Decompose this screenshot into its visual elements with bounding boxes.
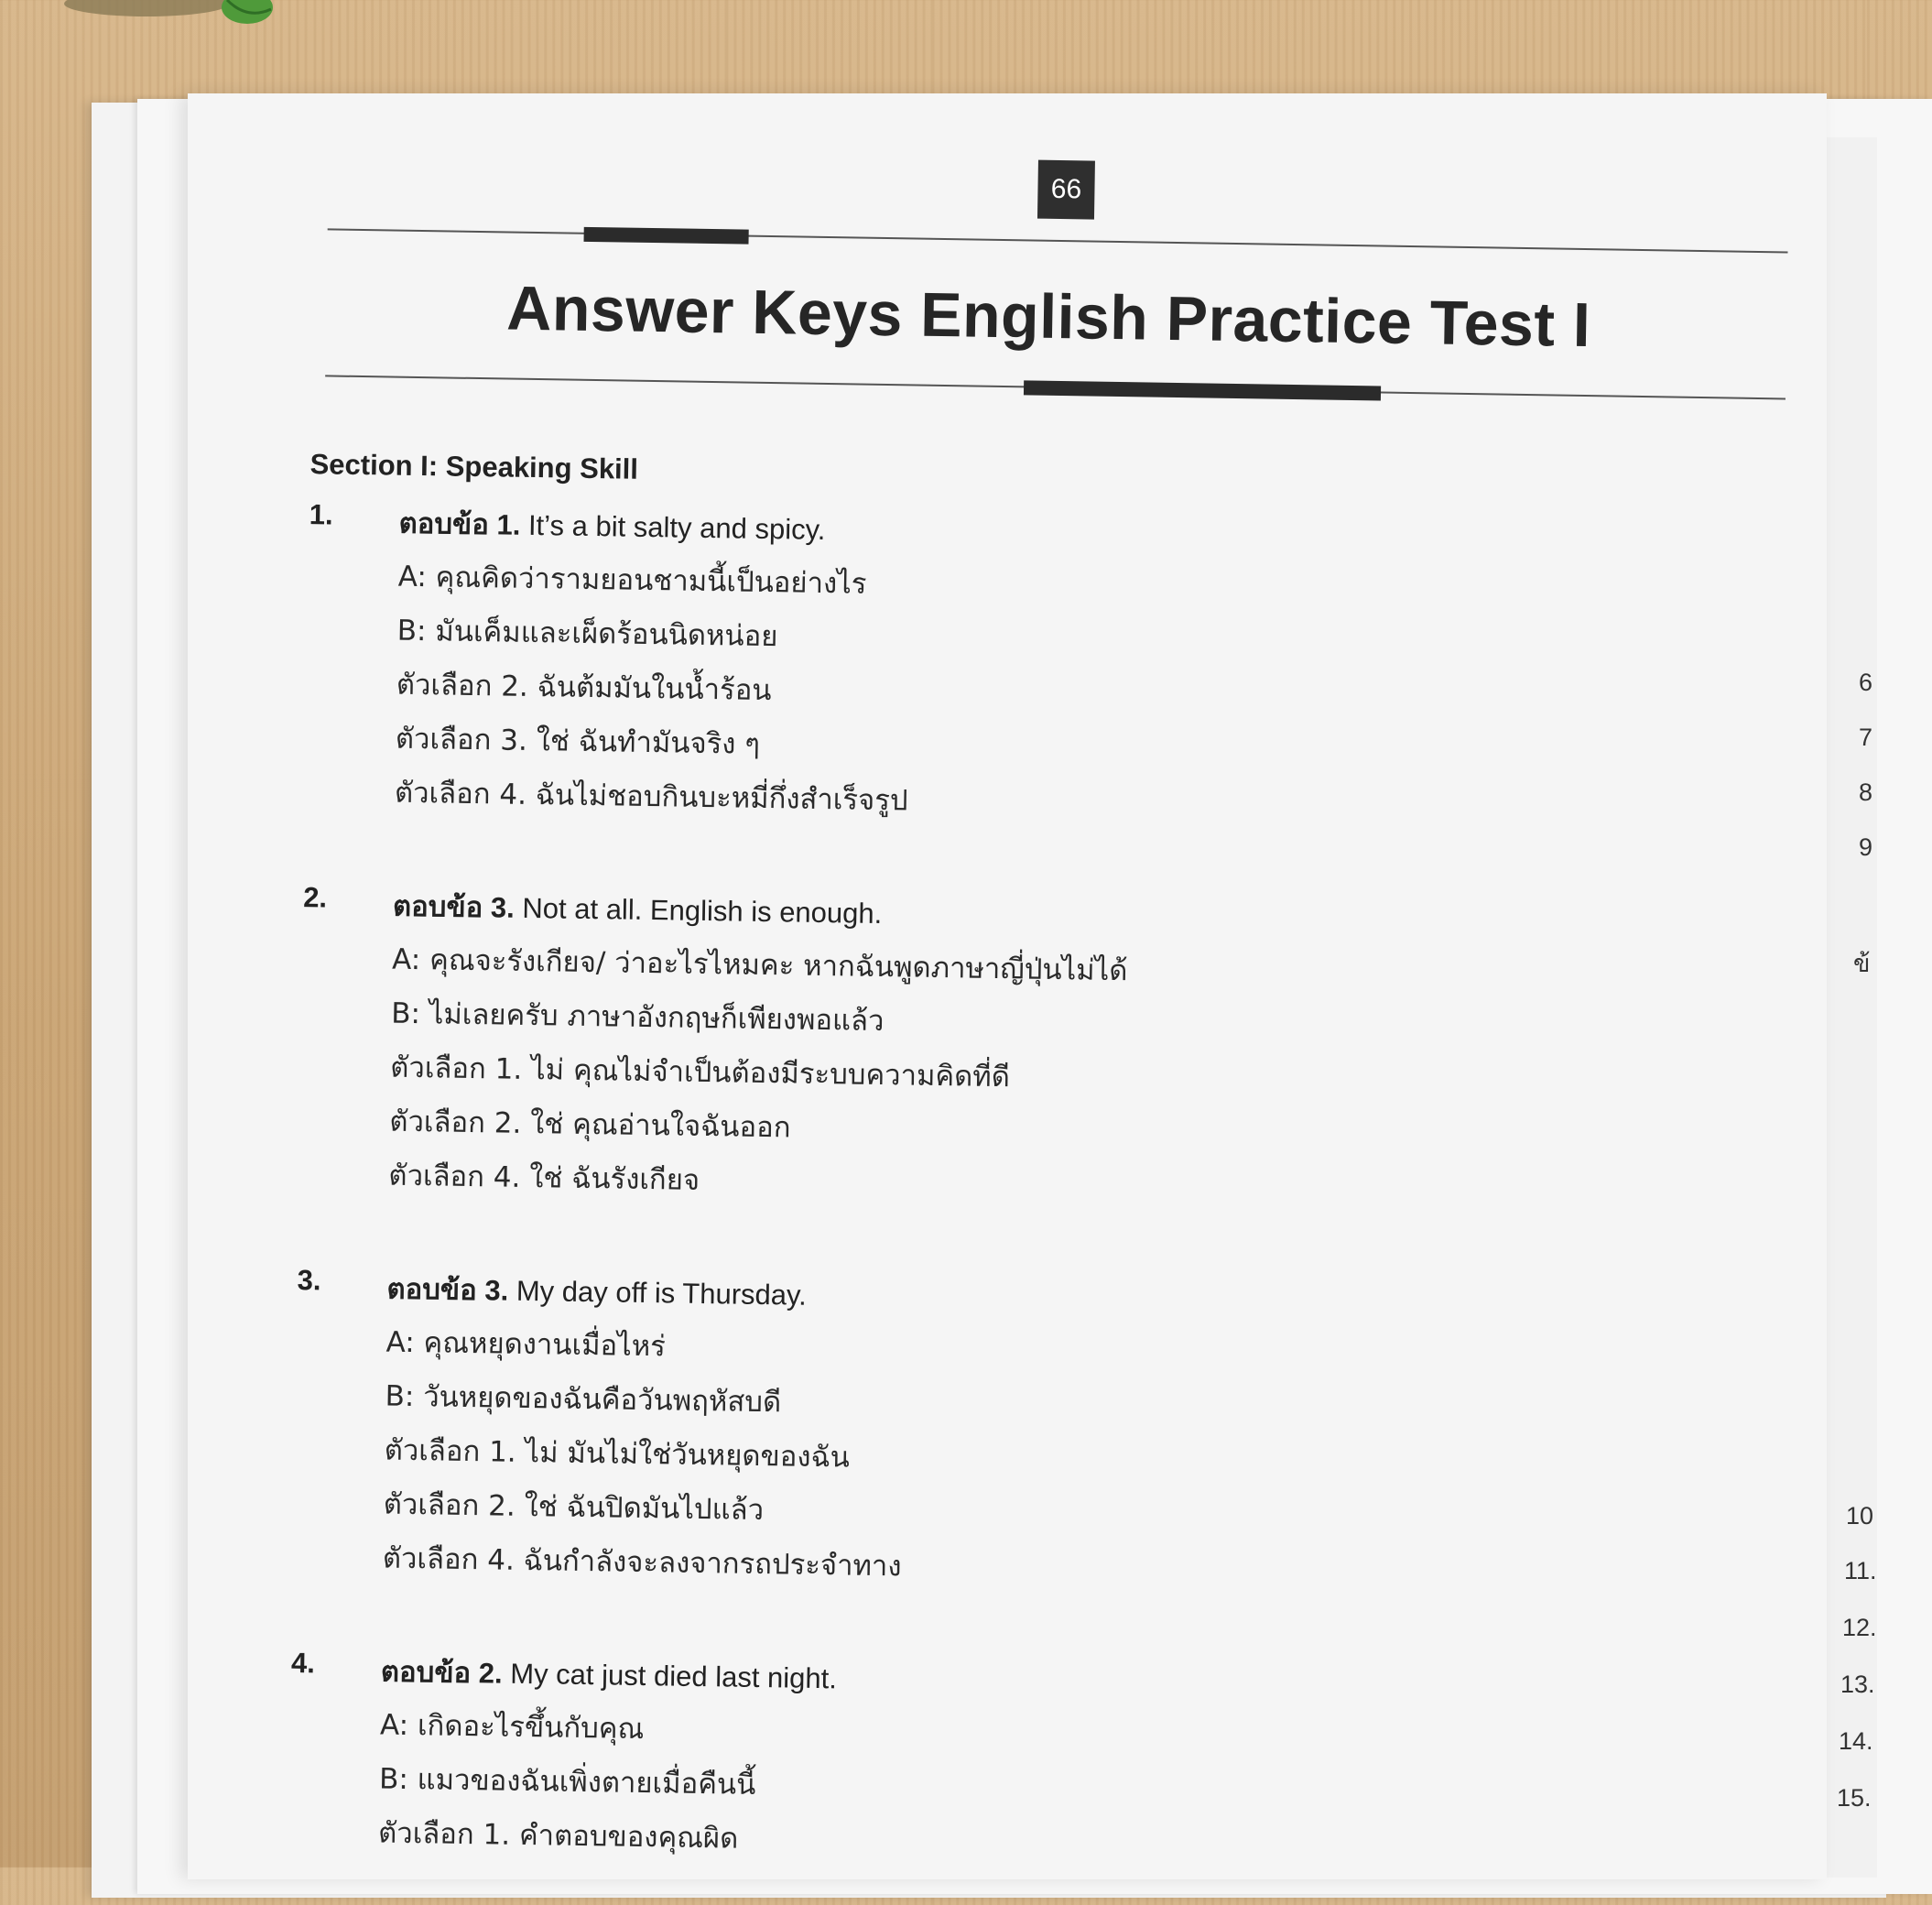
facing-page-number: 6 (1859, 669, 1873, 696)
answer-text: My day off is Thursday. (516, 1274, 808, 1312)
question-item (302, 881, 1677, 1197)
option-line: ตัวเลือก 4. ใช่ ฉันรังเกียจ (388, 1159, 700, 1197)
option-line: ตัวเลือก 2. ฉันต้มมันในน้ำร้อน (396, 668, 772, 708)
question-number: 1. (309, 498, 333, 531)
option-line: ตัวเลือก 4. ฉันไม่ชอบกินบะหมี่กึ่งสำเร็จรูป (394, 776, 908, 818)
title-top-rule (328, 228, 1788, 253)
facing-page-number: 14. (1839, 1727, 1873, 1755)
dialogue-line: B: มันเค็มและเผ็ดร้อนนิดหน่อย (396, 614, 778, 654)
dialogue-line: A: คุณคิดว่ารามยอนชามนี้เป็นอย่างไร (397, 560, 867, 601)
facing-page-number: 9 (1859, 833, 1873, 861)
answer-line (381, 1649, 838, 1702)
option-line: ตัวเลือก 2. ใช่ คุณอ่านใจฉันออก (389, 1105, 791, 1145)
option-line: ตัวเลือก 2. ใช่ ฉันปิดมันไปแล้ว (383, 1487, 765, 1528)
facing-page-number: 8 (1859, 778, 1873, 806)
answer-text: My cat just died last night. (510, 1657, 838, 1695)
dialogue-line: A: คุณหยุดงานเมื่อไหร่ (385, 1325, 667, 1364)
question-item (309, 498, 1683, 818)
option-line: ตัวเลือก 3. ใช่ ฉันทำมันจริง ๆ (395, 722, 761, 761)
dialogue-line: A: คุณจะรังเกียจ/ ว่าอะไรไหมคะ หากฉันพูดภาษาญี่ปุ่นไม่ได้ (391, 942, 1128, 988)
dialogue-line: B: แมวของฉันเพิ่งตายเมื่อคืนนี้ (378, 1762, 756, 1802)
answer-label: ตอบข้อ 2. (380, 1655, 503, 1690)
facing-page-number: ข้ (1853, 950, 1871, 977)
answer-line (393, 883, 883, 936)
dialogue-line: B: วันหยุดของฉันคือวันพฤหัสบดี (385, 1379, 782, 1420)
answer-label: ตอบข้อ 3. (386, 1272, 509, 1307)
answer-label: ตอบข้อ 1. (398, 506, 521, 541)
title-bottom-accent-bar (1024, 380, 1381, 400)
option-line: ตัวเลือก 4. ฉันกำลังจะลงจากรถประจำทาง (382, 1541, 902, 1584)
title-top-accent-bar (584, 227, 749, 245)
answer-text: Not at all. English is enough. (522, 891, 883, 931)
dialogue-line: B: ไม่เลยครับ ภาษาอังกฤษก็เพียงพอแล้ว (390, 996, 885, 1039)
page-number-badge: 66 (1037, 160, 1095, 220)
plant-leaf-decoration (0, 0, 275, 37)
answer-line (398, 500, 826, 552)
facing-page (1820, 137, 1877, 1878)
facing-page-number: 7 (1859, 724, 1873, 751)
question-item (297, 1264, 1671, 1584)
option-line: ตัวเลือก 1. ไม่ คุณไม่จำเป็นต้องมีระบบความคิดที่ดี (390, 1050, 1011, 1094)
page-title: Answer Keys English Practice Test I (505, 273, 1591, 361)
facing-page-number: 13. (1840, 1671, 1875, 1698)
option-line: ตัวเลือก 1. ไม่ มันไม่ใช่วันหยุดของฉัน (384, 1433, 851, 1475)
book-page (188, 93, 1827, 1879)
facing-page-number: 15. (1837, 1784, 1872, 1812)
question-number: 2. (302, 881, 328, 914)
section-heading: Section I: Speaking Skill (309, 448, 639, 485)
facing-page-number: 10 (1846, 1502, 1874, 1529)
facing-page-number: 11. (1844, 1557, 1877, 1584)
answer-text: It’s a bit salty and spicy. (527, 508, 826, 546)
answer-label: ตอบข้อ 3. (392, 889, 516, 924)
question-number: 4. (290, 1646, 316, 1680)
question-number: 3. (297, 1264, 321, 1297)
answer-line (386, 1266, 807, 1318)
option-line: ตัวเลือก 1. คำตอบของคุณผิด (377, 1816, 739, 1856)
question-item (290, 1646, 1665, 1856)
facing-page-number: 12. (1842, 1614, 1877, 1641)
page-content (159, 93, 1826, 1905)
dialogue-line: A: เกิดอะไรขึ้นกับคุณ (379, 1708, 645, 1747)
